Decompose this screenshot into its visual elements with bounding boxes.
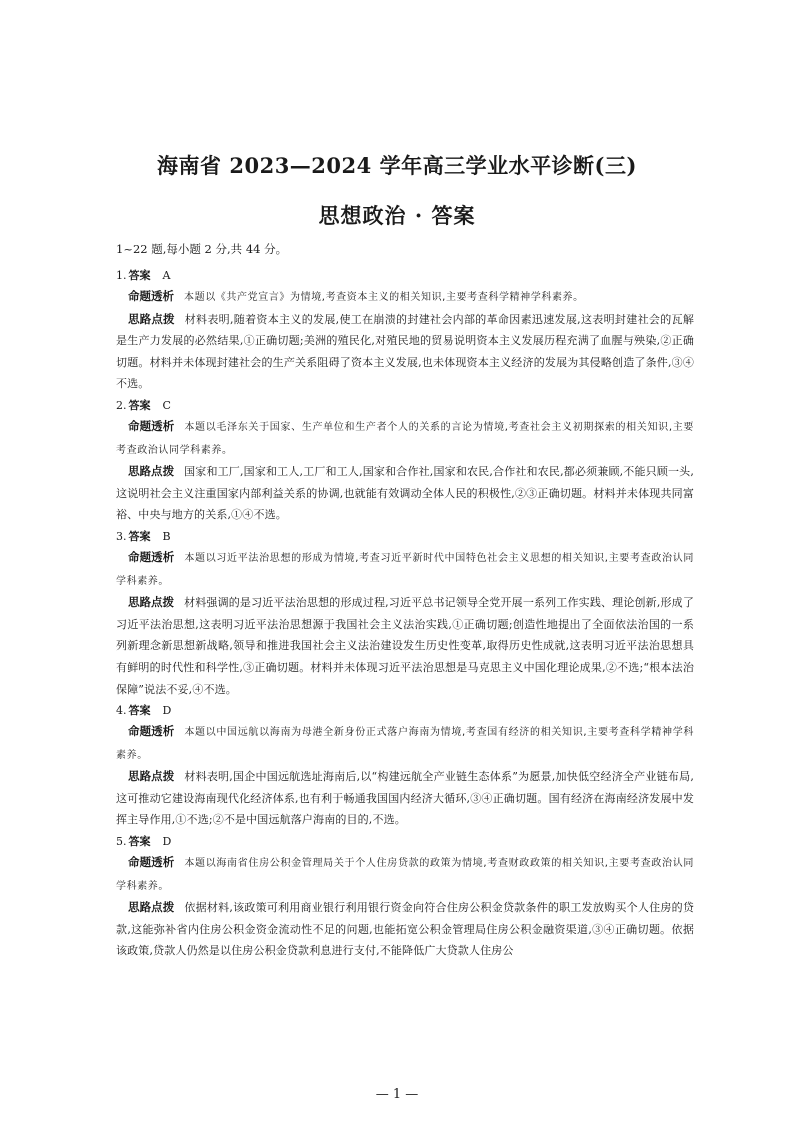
question-number: 1. (116, 269, 127, 282)
question-number: 5. (116, 835, 127, 849)
answer-label: 答案 (128, 398, 151, 412)
analysis-paragraph (116, 721, 694, 766)
answer-value: D (162, 835, 172, 849)
question-header (116, 526, 694, 547)
hint-label: 思路点拨 (128, 769, 175, 784)
hint-label: 思路点拨 (128, 900, 175, 915)
hint-text: 依据材料,该政策可利用商业银行利用银行资金向符合住房公积金贷款条件的职工发放购买个人住房的贷款,这能弥补省内住房公积金资金流动性不足的问题,也能拓宽公积金管理局住房公积金融资渠道,③④正确切题。依据该政策,贷款人仍然是以住房公积金贷款利息进行支付,不能降低广大贷款人住房公 (116, 901, 694, 958)
hint-label: 思路点拨 (128, 311, 175, 326)
scoring-intro: 1~22 题,每小题 2 分,共 44 分。 (116, 242, 288, 256)
answer-list (116, 265, 694, 962)
analysis-text: 本题以海南省住房公积金管理局关于个人住房贷款的政策为情境,考查财政政策的相关知识,主要考查政治认同学科素养。 (116, 858, 694, 892)
question-1 (116, 265, 694, 395)
hint-paragraph (116, 461, 694, 526)
hint-paragraph (116, 897, 694, 962)
question-number: 3. (116, 529, 127, 543)
analysis-paragraph (116, 286, 694, 309)
answer-label: 答案 (128, 704, 151, 718)
question-header (116, 395, 694, 416)
hint-label: 思路点拨 (128, 595, 175, 610)
answer-value: B (162, 529, 171, 543)
hint-text: 材料表明,国企中国远航选址海南后,以“构建远航全产业链生态体系”为愿景,加快低空经济全产业链布局,这可推动它建设海南现代化经济体系,也有利于畅通我国国内经济大循环,③④正确切题。国有经济在海南经济发展中发挥主导作用,①不选;②不是中国远航落户海南的目的,不选。 (116, 770, 694, 827)
answer-label: 答案 (128, 529, 151, 543)
question-header (116, 831, 694, 852)
analysis-label: 命题透析 (128, 418, 175, 433)
hint-paragraph (116, 766, 694, 831)
question-4 (116, 700, 694, 831)
analysis-paragraph (116, 416, 694, 461)
hint-paragraph (116, 309, 694, 395)
analysis-text: 本题以中国远航以海南为母港全新身份正式落户海南为情境,考查国有经济的相关知识,主要考查科学精神学科素养。 (116, 727, 694, 761)
hint-text: 国家和工厂,国家和工人,工厂和工人,国家和合作社,国家和农民,合作社和农民,都必须兼顾,不能只顾一头,这说明社会主义注重国家内部利益关系的协调,也就能有效调动全体人民的积极性,②③正确切题。材料并未体现共同富裕、中央与地方的关系,①④不选。 (116, 465, 695, 522)
answer-value: C (162, 398, 171, 412)
question-5 (116, 831, 694, 962)
hint-label: 思路点拨 (128, 464, 175, 479)
answer-value: A (162, 269, 171, 282)
analysis-label: 命题透析 (128, 549, 175, 564)
answer-value: D (162, 704, 172, 718)
page-number: — 1 — (375, 1087, 419, 1102)
question-2 (116, 395, 694, 526)
hint-text: 材料表明,随着资本主义的发展,使工在崩溃的封建社会内部的革命因素迅速发展,这表明封建社会的瓦解是生产力发展的必然结果,①正确切题;美洲的殖民化,对殖民地的贸易说明资本主义发展历程充满了血腥与殃染,②正确切题。材料并未体现封建社会的生产关系阻碍了资本主义发展,也未体现资本主义经济的发展为其侵略创造了条件,③④不选。 (116, 312, 695, 391)
answer-label: 答案 (128, 835, 151, 849)
question-header (116, 700, 694, 721)
hint-text: 材料强调的是习近平法治思想的形成过程,习近平总书记领导全党开展一系列工作实践、理论创新,形成了习近平法治思想,这表明习近平法治思想源于我国社会主义法治实践,①正确切题;创造性地提出了全面依法治国的一系列新理念新思想新战略,领导和推进我国社会主义法治建设发生历史性变革,取得历史性成就,这表明习近平法治思想具有鲜明的时代性和科学性,③正确切题。材料并未体现习近平法治思想是马克思主义中国化理论成果,②不选;“根本法治保障”说法不妥,④不选。 (116, 596, 694, 696)
analysis-paragraph (116, 547, 694, 592)
analysis-label: 命题透析 (128, 855, 175, 870)
question-3 (116, 526, 694, 700)
analysis-label: 命题透析 (128, 724, 175, 739)
analysis-label: 命题透析 (128, 289, 174, 303)
question-header (116, 265, 694, 286)
analysis-text: 本题以毛泽东关于国家、生产单位和生产者个人的关系的言论为情境,考查社会主义初期探索的相关知识,主要考查政治认同学科素养。 (116, 421, 694, 456)
analysis-text: 本题以《共产党宣言》为情境,考查资本主义的相关知识,主要考查科学精神学科素养。 (184, 292, 584, 303)
analysis-paragraph (116, 852, 694, 897)
answer-label: 答案 (128, 269, 151, 282)
document-title: 海南省 2023—2024 学年高三学业水平诊断(三) (157, 153, 637, 178)
question-number: 4. (116, 704, 127, 718)
analysis-text: 本题以习近平法治思想的形成为情境,考查习近平新时代中国特色社会主义思想的相关知识,主要考查政治认同学科素养。 (116, 552, 694, 587)
document-subtitle: 思想政治 · 答案 (318, 203, 476, 228)
hint-paragraph (116, 592, 694, 700)
question-number: 2. (116, 398, 127, 412)
